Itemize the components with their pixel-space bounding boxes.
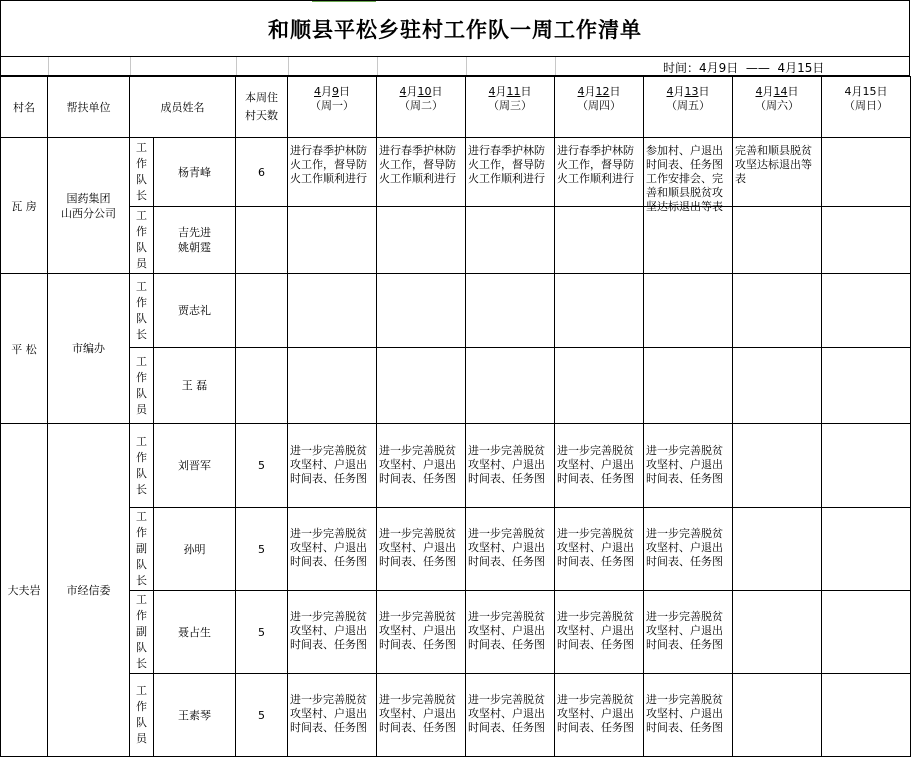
member-row [1, 591, 911, 674]
task-cell[interactable] [822, 348, 911, 424]
member-name [154, 424, 236, 508]
member-role-char: 队 [136, 466, 147, 480]
task-text: 进一步完善脱贫攻坚村、户退出时间表、任务图 [646, 693, 723, 734]
header-month-char: 月 [321, 85, 332, 98]
member-role-char: 长 [136, 574, 147, 587]
member-role-char: 工 [136, 354, 147, 368]
row-divider [466, 57, 467, 75]
header-date [733, 85, 821, 99]
header-day-num: 11 [506, 85, 521, 98]
member-role-char: 工 [136, 593, 147, 606]
member-row [1, 207, 911, 274]
task-cell[interactable] [822, 207, 911, 274]
member-role [130, 674, 154, 757]
header-month-char: 月 [851, 85, 863, 98]
header-month-char: 月 [495, 85, 507, 98]
task-cell[interactable] [822, 138, 911, 207]
header-month: 4 [399, 85, 407, 98]
row-divider [288, 57, 289, 75]
task-cell[interactable] [733, 424, 822, 508]
member-name-text: 贾志礼 [178, 304, 211, 317]
member-role-char: 长 [136, 482, 147, 496]
header-date [822, 85, 910, 99]
member-role-char: 工 [136, 279, 147, 293]
member-role-char: 工 [136, 510, 147, 523]
member-role-char: 作 [136, 370, 147, 384]
days-in-village: 5 [236, 424, 288, 508]
header-days [236, 77, 288, 138]
header-day-char: 日 [431, 85, 443, 98]
header-day-char: 日 [609, 85, 621, 98]
header-day-num: 15 [862, 85, 877, 98]
header-weekday: （周四） [577, 99, 621, 112]
member-role-char: 队 [136, 386, 147, 400]
member-name-line2: 姚朝霆 [178, 241, 211, 254]
task-cell[interactable] [377, 207, 466, 274]
village-name: 大夫岩 [1, 424, 48, 757]
task-cell[interactable] [555, 674, 644, 757]
member-role-char: 副 [136, 542, 147, 555]
task-cell[interactable] [822, 674, 911, 757]
task-cell[interactable] [288, 591, 377, 674]
task-cell[interactable] [733, 348, 822, 424]
task-cell[interactable] [377, 674, 466, 757]
header-month-char: 月 [584, 85, 596, 98]
task-cell[interactable] [644, 138, 733, 213]
member-role-char: 队 [136, 641, 147, 654]
member-row [1, 274, 911, 348]
member-role-char: 队 [136, 241, 147, 254]
task-text: 进行春季护林防火工作，督导防火工作顺利进行 [468, 144, 545, 185]
member-row [1, 348, 911, 424]
member-role-char: 长 [136, 327, 147, 341]
village-name: 平 松 [1, 274, 48, 424]
header-month: 4 [314, 85, 321, 98]
task-text: 进一步完善脱贫攻坚村、户退出时间表、任务图 [468, 693, 545, 734]
header-month-char: 月 [673, 85, 685, 98]
task-text: 进一步完善脱贫攻坚村、户退出时间表、任务图 [379, 527, 456, 568]
header-date [377, 85, 465, 99]
header-weekday: （周一） [310, 99, 354, 112]
task-text: 完善和顺县脱贫攻坚达标退出等表 [735, 144, 812, 185]
task-text: 进一步完善脱贫攻坚村、户退出时间表、任务图 [379, 443, 456, 485]
days-in-village: 6 [236, 138, 288, 207]
task-cell[interactable] [466, 348, 555, 424]
task-cell[interactable] [377, 138, 466, 207]
task-text: 进一步完善脱贫攻坚村、户退出时间表、任务图 [290, 527, 367, 568]
member-role [130, 591, 154, 674]
task-cell[interactable] [644, 424, 733, 508]
task-cell[interactable] [644, 274, 733, 348]
row-divider [377, 57, 378, 75]
support-unit-line1: 市经信委 [66, 583, 111, 597]
task-cell[interactable] [288, 138, 377, 207]
member-name-text: 孙明 [183, 542, 206, 556]
member-role-char: 工 [136, 434, 147, 448]
support-unit [48, 138, 130, 274]
task-text: 进一步完善脱贫攻坚村、户退出时间表、任务图 [290, 443, 367, 485]
task-cell[interactable] [288, 207, 377, 274]
header-day-7 [822, 77, 911, 138]
member-role [130, 424, 154, 508]
header-village: 村名 [1, 77, 48, 138]
header-month: 4 [666, 85, 674, 98]
header-day-4 [555, 77, 644, 138]
days-in-village: 5 [236, 674, 288, 757]
member-role [130, 508, 154, 591]
task-cell[interactable] [822, 424, 911, 508]
member-role-char: 作 [136, 225, 147, 238]
header-day-num: 10 [417, 85, 432, 98]
header-day-char: 日 [698, 85, 710, 98]
task-text: 进一步完善脱贫攻坚村、户退出时间表、任务图 [379, 693, 456, 734]
task-text: 进行春季护林防火工作，督导防火工作顺利进行 [379, 144, 456, 185]
task-cell[interactable] [466, 508, 555, 591]
header-date [466, 85, 554, 99]
member-role-char: 作 [136, 157, 147, 170]
member-row [1, 508, 911, 591]
header-day-char: 日 [520, 85, 532, 98]
header-days-line2: 村天数 [245, 109, 278, 122]
task-text: 进一步完善脱贫攻坚村、户退出时间表、任务图 [557, 527, 634, 568]
task-cell[interactable] [466, 207, 555, 274]
header-month: 4 [488, 85, 496, 98]
task-cell[interactable] [733, 674, 822, 757]
row-divider [555, 57, 556, 75]
member-name-line1: 吉先进 [178, 226, 211, 239]
member-role-char: 作 [136, 295, 147, 309]
support-unit-line1: 市编办 [72, 342, 105, 355]
task-cell[interactable] [644, 591, 733, 674]
task-text: 进一步完善脱贫攻坚村、户退出时间表、任务图 [557, 693, 634, 734]
member-role-char: 队 [136, 558, 147, 571]
task-text: 进一步完善脱贫攻坚村、户退出时间表、任务图 [468, 443, 545, 485]
task-cell[interactable] [377, 424, 466, 508]
task-cell[interactable] [466, 674, 555, 757]
task-cell[interactable] [644, 508, 733, 591]
member-name-text: 杨青峰 [178, 165, 211, 179]
header-month: 4 [755, 85, 763, 98]
time-range-row [0, 56, 910, 76]
member-role-char: 工 [136, 141, 147, 154]
task-text: 进一步完善脱贫攻坚村、户退出时间表、任务图 [468, 610, 545, 651]
task-cell[interactable] [733, 207, 822, 274]
header-date [644, 85, 732, 99]
member-role-char: 队 [136, 716, 147, 729]
days-in-village: 5 [236, 591, 288, 674]
task-text: 进一步完善脱贫攻坚村、户退出时间表、任务图 [379, 610, 456, 651]
task-cell[interactable] [555, 138, 644, 207]
task-cell[interactable] [288, 274, 377, 348]
task-cell[interactable] [644, 348, 733, 424]
member-name [154, 207, 236, 274]
header-day-2 [377, 77, 466, 138]
member-role-char: 作 [136, 609, 147, 622]
header-day-char: 日 [787, 85, 799, 98]
row-divider [48, 57, 49, 75]
task-cell[interactable] [555, 207, 644, 274]
member-role-char: 长 [136, 657, 147, 670]
task-text: 进一步完善脱贫攻坚村、户退出时间表、任务图 [646, 443, 723, 485]
header-month: 4 [844, 85, 852, 98]
member-name [154, 138, 236, 207]
header-weekday: （周六） [755, 99, 799, 112]
task-cell[interactable] [555, 424, 644, 508]
member-role-char: 队 [136, 311, 147, 325]
task-cell[interactable] [466, 274, 555, 348]
row-divider [130, 57, 131, 75]
header-weekday: （周五） [666, 99, 710, 112]
member-role-char: 作 [136, 700, 147, 713]
member-role [130, 138, 154, 207]
header-month-char: 月 [406, 85, 418, 98]
member-role-char: 副 [136, 625, 147, 638]
support-unit [48, 424, 130, 757]
member-role-char: 队 [136, 173, 147, 186]
member-name [154, 591, 236, 674]
header-date [288, 85, 376, 99]
header-row [1, 77, 911, 138]
task-cell[interactable] [822, 591, 911, 674]
member-role [130, 348, 154, 424]
header-date [555, 85, 643, 99]
member-role-char: 作 [136, 450, 147, 464]
header-day-3 [466, 77, 555, 138]
member-role-char: 员 [136, 402, 147, 416]
header-day-num: 14 [773, 85, 788, 98]
task-cell[interactable] [466, 138, 555, 207]
header-month: 4 [577, 85, 585, 98]
member-name-text: 王 磊 [181, 379, 208, 392]
task-cell[interactable] [555, 274, 644, 348]
member-role-char: 长 [136, 189, 147, 202]
header-day-num: 9 [332, 85, 339, 98]
task-cell[interactable] [466, 591, 555, 674]
header-day-num: 12 [595, 85, 610, 98]
village-name: 瓦 房 [1, 138, 48, 274]
header-days-line1: 本周住 [245, 91, 278, 104]
row-divider [236, 57, 237, 75]
task-text: 进一步完善脱贫攻坚村、户退出时间表、任务图 [290, 693, 367, 734]
task-cell[interactable] [377, 274, 466, 348]
task-cell[interactable] [466, 424, 555, 508]
task-cell[interactable] [288, 508, 377, 591]
task-cell[interactable] [555, 508, 644, 591]
task-cell[interactable] [733, 508, 822, 591]
task-cell[interactable] [288, 348, 377, 424]
task-text: 进一步完善脱贫攻坚村、户退出时间表、任务图 [646, 527, 723, 568]
task-cell[interactable] [644, 207, 733, 274]
days-in-village: 5 [236, 508, 288, 591]
member-name [154, 274, 236, 348]
task-cell[interactable] [822, 508, 911, 591]
task-cell[interactable] [555, 348, 644, 424]
member-role-char: 作 [136, 526, 147, 539]
header-day-char: 日 [876, 85, 888, 98]
task-cell[interactable] [377, 348, 466, 424]
task-text: 进行春季护林防火工作，督导防火工作顺利进行 [557, 144, 634, 185]
task-cell[interactable] [288, 424, 377, 508]
member-row [1, 674, 911, 757]
header-weekday: （周日） [844, 99, 888, 112]
header-weekday: （周三） [488, 99, 532, 112]
member-name-text: 聂占生 [178, 625, 211, 639]
task-text: 进一步完善脱贫攻坚村、户退出时间表、任务图 [290, 610, 367, 651]
member-role [130, 207, 154, 274]
support-unit [48, 274, 130, 424]
task-cell[interactable] [377, 591, 466, 674]
task-text: 进行春季护林防火工作，督导防火工作顺利进行 [290, 144, 367, 185]
member-name [154, 674, 236, 757]
member-name-text: 刘晋军 [178, 459, 211, 472]
support-unit-line1: 国药集团 [66, 191, 111, 205]
member-role-char: 员 [136, 732, 147, 745]
support-unit-line2: 山西分公司 [61, 206, 116, 220]
member-row [1, 138, 911, 207]
header-unit: 帮扶单位 [48, 77, 130, 138]
task-cell[interactable] [733, 138, 822, 207]
member-role-char: 工 [136, 209, 147, 222]
work-schedule-table [0, 76, 911, 757]
member-name [154, 508, 236, 591]
days-in-village [236, 348, 288, 424]
member-role [130, 274, 154, 348]
task-cell[interactable] [822, 274, 911, 348]
member-name [154, 348, 236, 424]
header-month-char: 月 [762, 85, 774, 98]
member-name-text: 王素琴 [178, 708, 211, 722]
task-text: 参加村、户退出时间表、任务图工作安排会、完善和顺县脱贫攻坚达标退出等表 [646, 144, 723, 213]
task-cell[interactable] [555, 591, 644, 674]
header-day-char: 日 [339, 85, 350, 98]
task-text: 进一步完善脱贫攻坚村、户退出时间表、任务图 [468, 527, 545, 568]
time-range-label: 时间：4月9日 —— 4月15日 [663, 61, 825, 75]
task-cell[interactable] [733, 274, 822, 348]
task-text: 进一步完善脱贫攻坚村、户退出时间表、任务图 [646, 610, 723, 651]
task-text: 进一步完善脱贫攻坚村、户退出时间表、任务图 [557, 443, 634, 485]
header-weekday: （周二） [399, 99, 443, 112]
member-row [1, 424, 911, 508]
task-text: 进一步完善脱贫攻坚村、户退出时间表、任务图 [557, 610, 634, 651]
days-in-village [236, 207, 288, 274]
member-role-char: 员 [136, 257, 147, 270]
header-day-1 [288, 77, 377, 138]
header-day-6 [733, 77, 822, 138]
page-title: 和顺县平松乡驻村工作队一周工作清单 [0, 0, 910, 56]
task-cell[interactable] [644, 674, 733, 757]
task-cell[interactable] [377, 508, 466, 591]
task-cell[interactable] [733, 591, 822, 674]
member-role-char: 工 [136, 684, 147, 697]
header-day-5 [644, 77, 733, 138]
days-in-village [236, 274, 288, 348]
header-members: 成员姓名 [130, 77, 236, 138]
header-day-num: 13 [684, 85, 699, 98]
task-cell[interactable] [288, 674, 377, 757]
